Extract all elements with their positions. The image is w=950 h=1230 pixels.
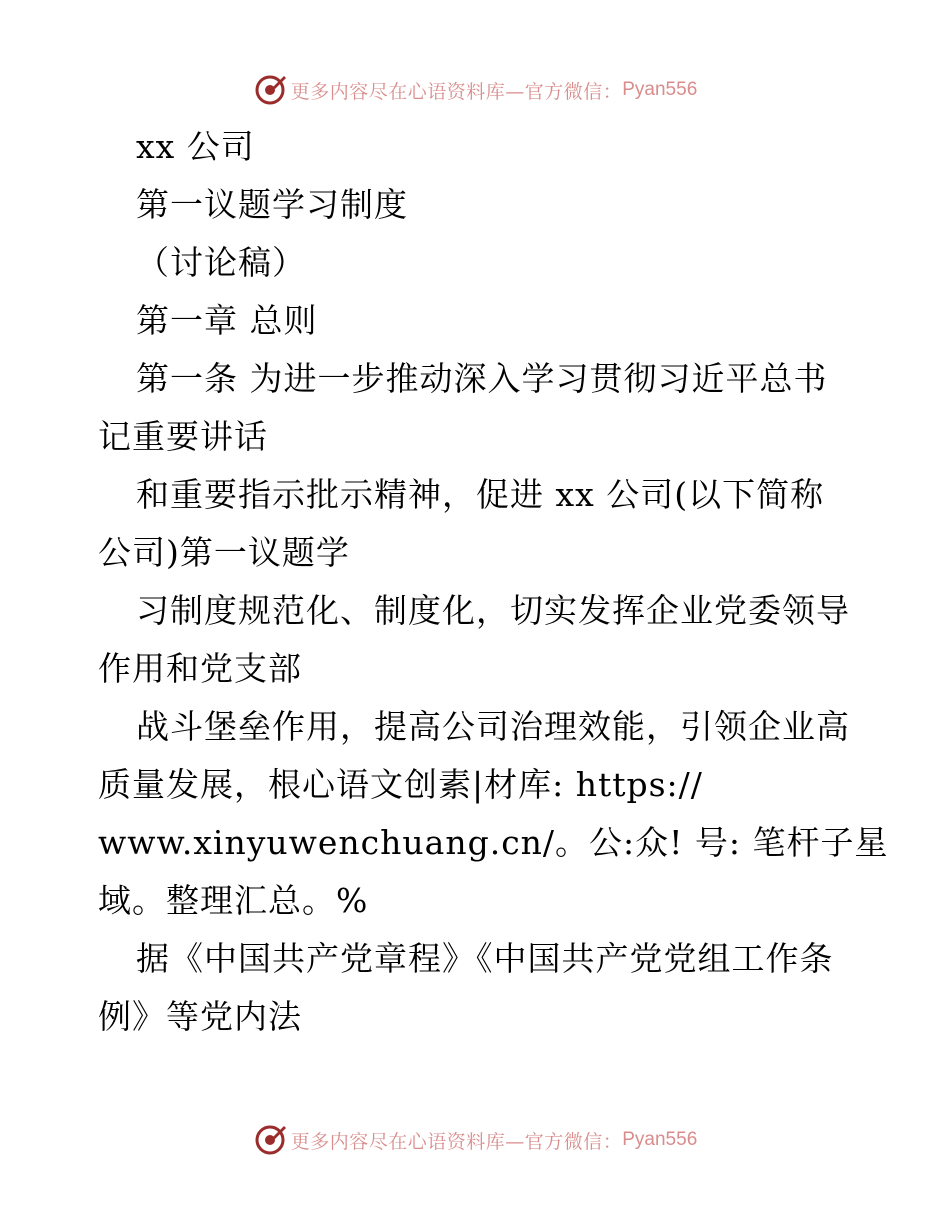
pen-logo-icon xyxy=(253,1123,287,1157)
body-line: 记重要讲话 xyxy=(98,417,268,456)
body-line: 作用和党支部 xyxy=(98,649,302,688)
footer-banner xyxy=(0,1120,950,1160)
body-line: 和重要指示批示精神，促进 xx 公司(以下简称 xyxy=(136,475,825,514)
pen-logo-icon xyxy=(253,73,287,107)
header-banner-text: 更多内容尽在心语资料库—官方微信： xyxy=(290,80,623,103)
body-line: 质量发展，根心语文创素|材库: https:// xyxy=(98,765,703,804)
header-banner-id: Pyan556 xyxy=(622,79,698,100)
header-banner xyxy=(0,70,950,110)
company-name: xx 公司 xyxy=(136,127,255,166)
document-title: 第一议题学习制度 xyxy=(136,185,408,224)
body-line: 公司)第一议题学 xyxy=(98,533,350,572)
body-line: 战斗堡垒作用，提高公司治理效能，引领企业高 xyxy=(136,707,850,746)
body-line: 域。整理汇总。% xyxy=(98,881,369,920)
chapter-heading: 第一章 总则 xyxy=(136,301,318,340)
footer-banner-id: Pyan556 xyxy=(622,1129,698,1150)
body-line: 据《中国共产党章程》《中国共产党党组工作条 xyxy=(136,939,834,978)
body-line: 第一条 为进一步推动深入学习贯彻习近平总书 xyxy=(136,359,828,398)
body-line: 例》等党内法 xyxy=(98,997,302,1036)
footer-banner-text: 更多内容尽在心语资料库—官方微信： xyxy=(290,1130,623,1153)
body-line: www.xinyuwenchuang.cn/。公:众! 号: 笔杆子星 xyxy=(98,823,889,862)
document-subtitle: （讨论稿） xyxy=(136,243,306,282)
body-line: 习制度规范化、制度化，切实发挥企业党委领导 xyxy=(136,591,850,630)
